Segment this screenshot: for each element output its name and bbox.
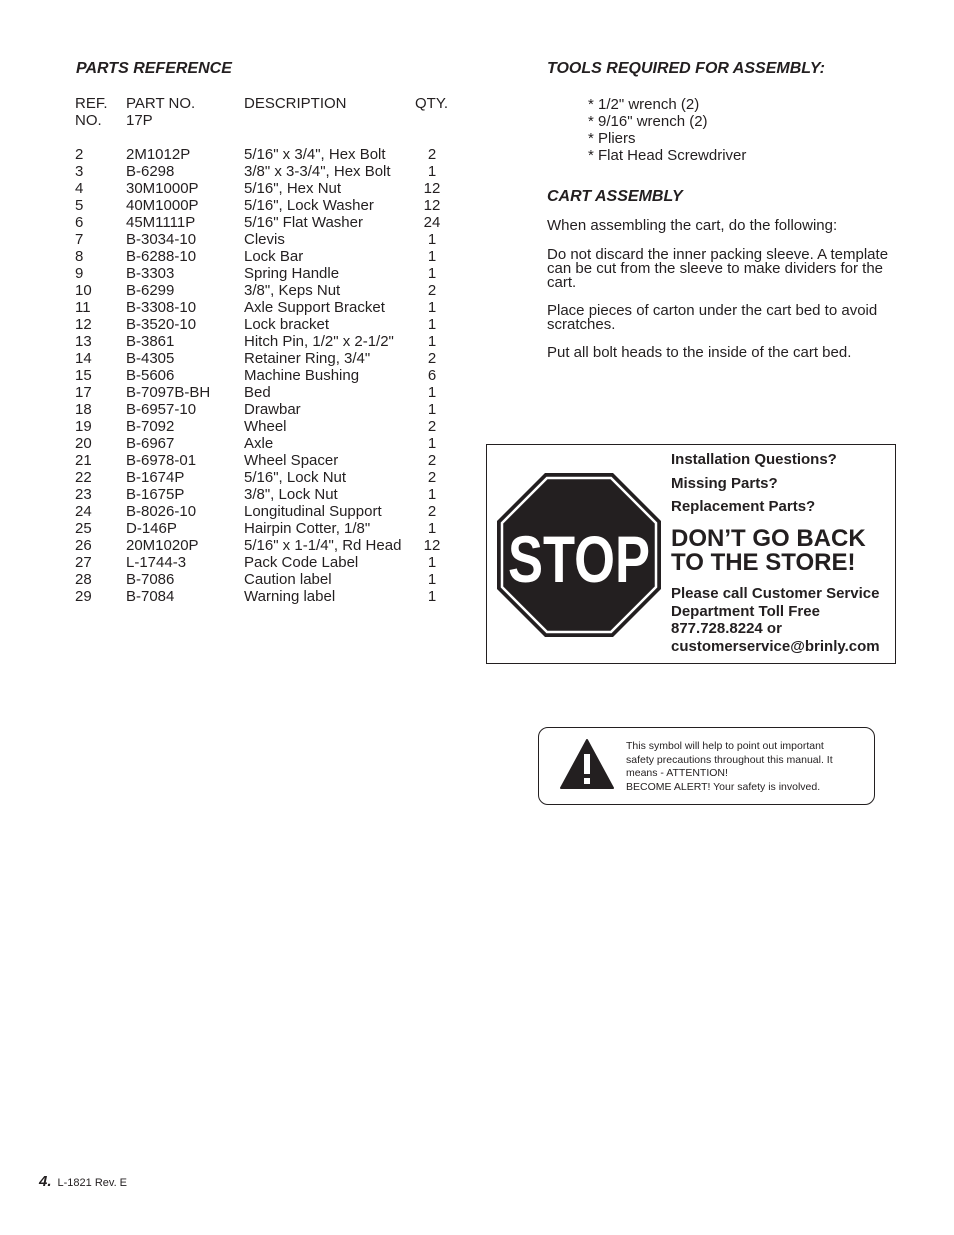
quantity-cell: 2 [427, 452, 437, 469]
description-cell: 5/16", Hex Nut [244, 180, 342, 197]
quantity-cell: 1 [427, 571, 437, 588]
table-row [75, 469, 475, 486]
quantity-cell: 2 [427, 418, 437, 435]
tool-item: * Flat Head Screwdriver [588, 147, 747, 164]
ref-cell: 20 [75, 435, 92, 452]
part-number-cell: B-8026-10 [126, 503, 197, 520]
description-cell: Drawbar [244, 401, 301, 418]
quantity-cell: 1 [427, 486, 437, 503]
to-the-store-line: TO THE STORE! [671, 549, 856, 576]
safety-line: safety precautions throughout this manual. It [626, 753, 833, 766]
part-number-cell: B-3308-10 [126, 299, 197, 316]
page-number: 4. [39, 1173, 52, 1190]
quantity-cell: 2 [427, 350, 437, 367]
dont-go-back-line: DON’T GO BACK [671, 525, 866, 552]
quantity-cell: 1 [427, 435, 437, 452]
table-row [75, 452, 475, 469]
ref-cell: 15 [75, 367, 92, 384]
table-row [75, 537, 475, 554]
ref-cell: 7 [75, 231, 84, 248]
table-row [75, 350, 475, 367]
part-number-cell: B-3303 [126, 265, 175, 282]
table-row [75, 214, 475, 231]
parts-table-body [75, 146, 475, 605]
table-row [75, 503, 475, 520]
installation-questions: Installation Questions? [671, 451, 837, 468]
quantity-cell: 1 [427, 588, 437, 605]
safety-line: means - ATTENTION! [626, 767, 728, 779]
header-part: PART NO. [126, 95, 196, 112]
parts-table [75, 95, 475, 605]
description-cell: Retainer Ring, 3/4" [244, 350, 371, 367]
table-row [75, 248, 475, 265]
parts-table-header-2 [75, 112, 475, 129]
description-cell: Lock bracket [244, 316, 330, 333]
quantity-cell: 1 [427, 554, 437, 571]
cart-assembly-heading: CART ASSEMBLY [547, 188, 683, 205]
quantity-cell: 24 [423, 214, 441, 231]
description-cell: Axle [244, 435, 274, 452]
description-cell: 3/8", Lock Nut [244, 486, 338, 503]
quantity-cell: 2 [427, 469, 437, 486]
table-row [75, 197, 475, 214]
quantity-cell: 1 [427, 231, 437, 248]
tools-list [588, 96, 746, 164]
description-cell: Caution label [244, 571, 332, 588]
page-footer [39, 1173, 127, 1191]
quantity-cell: 6 [427, 367, 437, 384]
table-row [75, 520, 475, 537]
table-row [75, 571, 475, 588]
quantity-cell: 1 [427, 265, 437, 282]
part-number-cell: B-7084 [126, 588, 175, 605]
part-number-cell: B-7097B-BH [126, 384, 211, 401]
part-number-cell: B-3861 [126, 333, 175, 350]
part-number-cell: B-3520-10 [126, 316, 197, 333]
ref-cell: 13 [75, 333, 92, 350]
ref-cell: 21 [75, 452, 92, 469]
header-ref: REF. [75, 95, 108, 112]
ref-cell: 4 [75, 180, 84, 197]
table-row [75, 418, 475, 435]
email-address: customerservice@brinly.com [671, 637, 880, 655]
ref-cell: 25 [75, 520, 92, 537]
part-number-cell: B-6957-10 [126, 401, 197, 418]
table-row [75, 367, 475, 384]
table-row [75, 384, 475, 401]
description-cell: Hitch Pin, 1/2" x 2-1/2" [244, 333, 394, 350]
quantity-cell: 1 [427, 401, 437, 418]
quantity-cell: 1 [427, 299, 437, 316]
part-number-cell: B-6298 [126, 163, 175, 180]
tool-item: * Pliers [588, 130, 636, 147]
ref-cell: 28 [75, 571, 92, 588]
description-cell: 5/16", Lock Nut [244, 469, 347, 486]
ref-cell: 22 [75, 469, 92, 486]
ref-cell: 10 [75, 282, 92, 299]
part-number-cell: B-6967 [126, 435, 175, 452]
description-cell: Bed [244, 384, 271, 401]
cart-assembly-intro: When assembling the cart, do the following: [547, 217, 838, 234]
ref-cell: 27 [75, 554, 92, 571]
ref-cell: 24 [75, 503, 92, 520]
parts-table-header [75, 95, 475, 112]
ref-cell: 11 [75, 299, 91, 316]
quantity-cell: 1 [427, 316, 437, 333]
table-row [75, 163, 475, 180]
ref-cell: 17 [75, 384, 92, 401]
table-row [75, 282, 475, 299]
header-desc: DESCRIPTION [244, 95, 347, 112]
description-cell: 5/16", Lock Washer [244, 197, 374, 214]
part-number-cell: L-1744-3 [126, 554, 187, 571]
table-row [75, 316, 475, 333]
header-ref-2: NO. [75, 112, 102, 129]
quantity-cell: 12 [423, 180, 441, 197]
cart-assembly-step: Place pieces of carton under the cart bed to avoid scratches. [547, 302, 878, 333]
quantity-cell: 2 [427, 146, 437, 163]
part-number-cell: B-6978-01 [126, 452, 197, 469]
description-cell: Spring Handle [244, 265, 340, 282]
part-number-cell: 2M1012P [126, 146, 191, 163]
table-row [75, 554, 475, 571]
replacement-parts: Replacement Parts? [671, 498, 816, 515]
part-number-cell: B-6288-10 [126, 248, 197, 265]
table-row [75, 588, 475, 605]
part-number-cell: B-5606 [126, 367, 175, 384]
header-qty: QTY. [415, 95, 449, 112]
header-part-2: 17P [126, 112, 153, 129]
ref-cell: 23 [75, 486, 92, 503]
cart-assembly-step: Do not discard the inner packing sleeve. A template can be cut from the sleeve to make dividers for the cart. [547, 246, 889, 291]
tool-item: * 9/16" wrench (2) [588, 113, 708, 130]
part-number-cell: B-3034-10 [126, 231, 197, 248]
quantity-cell: 12 [423, 537, 441, 554]
ref-cell: 2 [75, 146, 84, 163]
table-row [75, 299, 475, 316]
quantity-cell: 2 [427, 503, 437, 520]
part-number-cell: B-1675P [126, 486, 185, 503]
description-cell: Clevis [244, 231, 285, 248]
quantity-cell: 1 [427, 520, 437, 537]
ref-cell: 14 [75, 350, 92, 367]
part-number-cell: B-1674P [126, 469, 185, 486]
safety-line: This symbol will help to point out important [626, 740, 824, 752]
description-cell: Pack Code Label [244, 554, 359, 571]
tool-item: * 1/2" wrench (2) [588, 96, 700, 113]
safety-message [626, 740, 866, 794]
ref-cell: 8 [75, 248, 84, 265]
part-number-cell: B-7092 [126, 418, 175, 435]
table-row [75, 435, 475, 452]
part-number-cell: D-146P [126, 520, 177, 537]
ref-cell: 5 [75, 197, 84, 214]
part-number-cell: B-7086 [126, 571, 175, 588]
part-number-cell: 20M1020P [126, 537, 199, 554]
ref-cell: 9 [75, 265, 84, 282]
document-revision: L-1821 Rev. E [57, 1177, 128, 1189]
quantity-cell: 1 [427, 333, 437, 350]
phone-number: 877.728.8224 or [671, 620, 782, 637]
call-line: Department Toll Free [671, 602, 820, 620]
description-cell: 5/16" x 3/4", Hex Bolt [244, 146, 386, 163]
stop-callout-box [486, 444, 896, 664]
ref-cell: 12 [75, 316, 92, 333]
description-cell: 3/8", Keps Nut [244, 282, 341, 299]
safety-alert-box [538, 727, 875, 805]
quantity-cell: 12 [423, 197, 441, 214]
dont-go-back-heading [671, 527, 891, 575]
description-cell: 5/16" Flat Washer [244, 214, 363, 231]
ref-cell: 6 [75, 214, 84, 231]
part-number-cell: B-6299 [126, 282, 175, 299]
safety-line: BECOME ALERT! Your safety is involved. [626, 780, 821, 793]
ref-cell: 18 [75, 401, 92, 418]
stop-sign-text: STOP [508, 522, 650, 596]
ref-cell: 3 [75, 163, 84, 180]
ref-cell: 19 [75, 418, 92, 435]
quantity-cell: 1 [427, 163, 437, 180]
description-cell: Axle Support Bracket [244, 299, 385, 316]
description-cell: Longitudinal Support [244, 503, 382, 520]
part-number-cell: 45M1111P [126, 214, 196, 231]
description-cell: Machine Bushing [244, 367, 360, 384]
table-row [75, 265, 475, 282]
description-cell: Wheel [244, 418, 287, 435]
call-line: Please call Customer Service [671, 585, 880, 602]
quantity-cell: 2 [427, 282, 437, 299]
part-number-cell: B-4305 [126, 350, 175, 367]
table-row [75, 146, 475, 163]
table-row [75, 231, 475, 248]
description-cell: Wheel Spacer [244, 452, 339, 469]
ref-cell: 29 [75, 588, 92, 605]
tools-heading: TOOLS REQUIRED FOR ASSEMBLY: [547, 60, 825, 77]
description-cell: 5/16" x 1-1/4", Rd Head [244, 537, 402, 554]
ref-cell: 26 [75, 537, 92, 554]
part-number-cell: 40M1000P [126, 197, 199, 214]
table-row [75, 180, 475, 197]
exclamation-icon [559, 738, 615, 790]
table-row [75, 333, 475, 350]
description-cell: Hairpin Cotter, 1/8" [244, 520, 371, 537]
description-cell: Lock Bar [244, 248, 304, 265]
table-row [75, 486, 475, 503]
missing-parts: Missing Parts? [671, 475, 778, 492]
quantity-cell: 1 [427, 248, 437, 265]
cart-assembly-step: Put all bolt heads to the inside of the cart bed. [547, 344, 852, 361]
stop-sign-icon [497, 473, 661, 637]
customer-service-info [671, 585, 893, 655]
description-cell: Warning label [244, 588, 336, 605]
parts-reference-heading: PARTS REFERENCE [76, 60, 232, 77]
table-row [75, 401, 475, 418]
quantity-cell: 1 [427, 384, 437, 401]
part-number-cell: 30M1000P [126, 180, 199, 197]
description-cell: 3/8" x 3-3/4", Hex Bolt [244, 163, 391, 180]
